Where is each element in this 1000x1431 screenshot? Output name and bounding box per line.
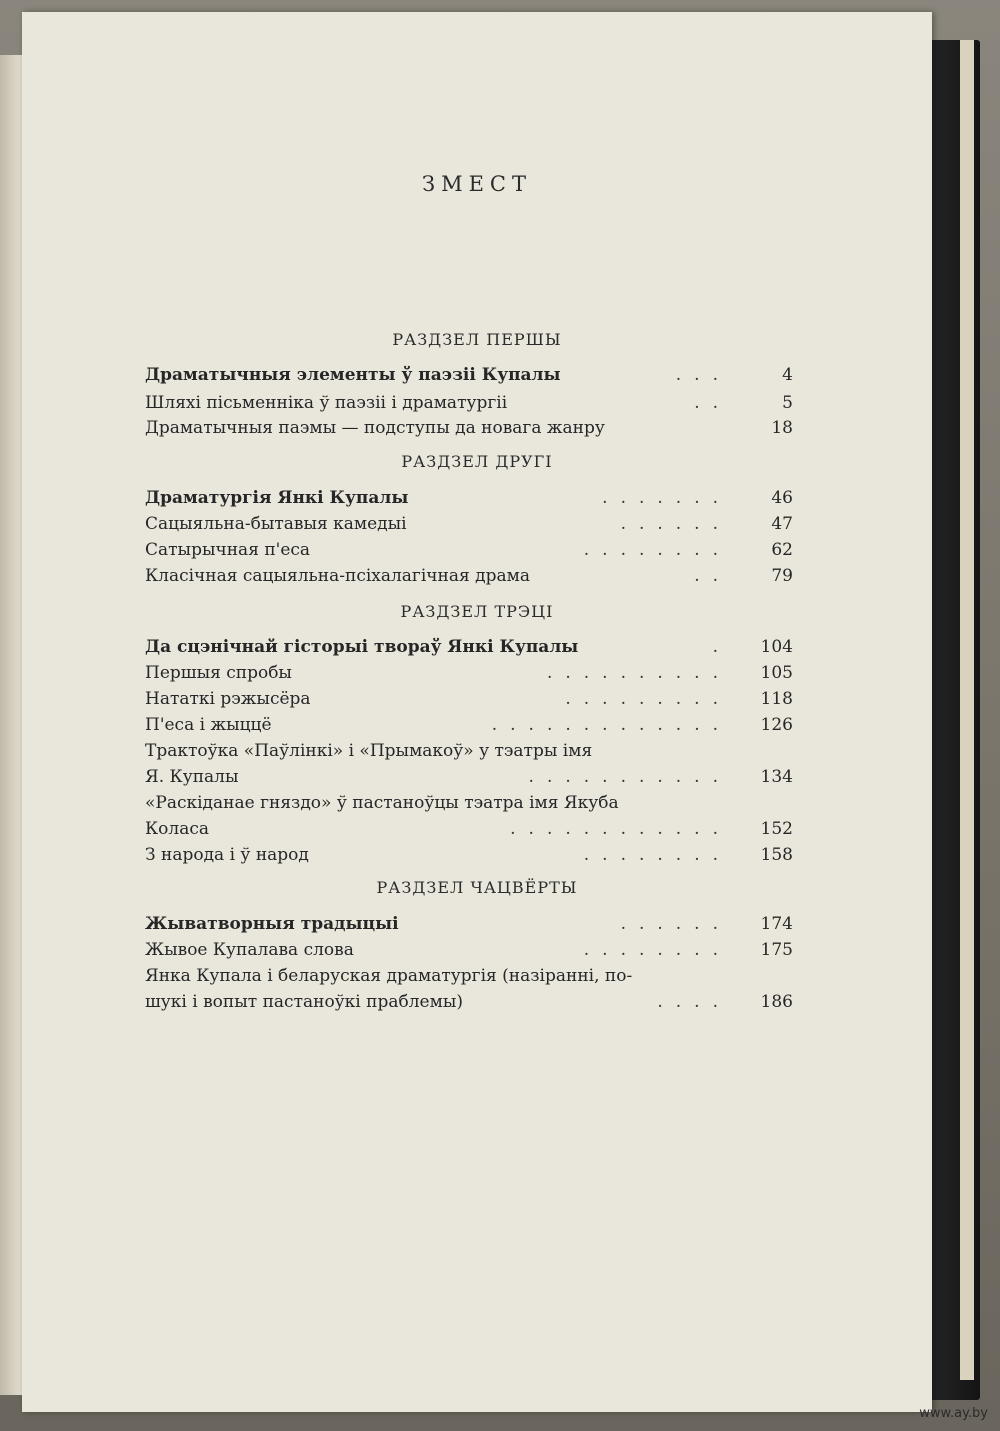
dot-leader: ............. [491, 715, 731, 735]
entry-title: Да сцэнічнай гісторыі твораў Янкі Купалы [145, 637, 579, 657]
page-number: 175 [760, 940, 793, 960]
page-number: 79 [771, 566, 793, 586]
entry-title: Класічная сацыяльна-псіхалагічная драма [145, 566, 530, 586]
watermark: www.ay.by [919, 1406, 988, 1421]
toc-entry [145, 660, 793, 686]
dot-leader: ....... [602, 488, 731, 508]
toc-entry [145, 563, 793, 589]
dot-leader: .. [694, 393, 731, 413]
dot-leader: ........ [583, 940, 731, 960]
page-number: 152 [760, 819, 793, 839]
toc-entry-continuation [145, 764, 793, 790]
toc-entry-continuation [145, 816, 793, 842]
entry-title: Нататкі рэжысёра [145, 689, 311, 709]
entry-title: Сацыяльна-бытавыя камедыі [145, 514, 407, 534]
dot-leader: .... [657, 992, 731, 1012]
toc-entry [145, 511, 793, 537]
page-edges [960, 40, 974, 1380]
toc-entry [145, 485, 793, 511]
entry-title: Шляхі пісьменніка ў паэзіі і драматургіі [145, 393, 508, 413]
entry-title-cont: Я. Купалы [145, 767, 239, 787]
dot-leader: ........... [528, 767, 731, 787]
page-number: 118 [760, 689, 793, 709]
page-number: 105 [760, 663, 793, 683]
dot-leader: . [712, 637, 731, 657]
page-number: 134 [760, 767, 793, 787]
entry-title: Жывое Купалава слова [145, 940, 354, 960]
dot-leader: ...... [620, 514, 731, 534]
entry-title: «Раскіданае гняздо» ў пастаноўцы тэатра імя Якуба [145, 793, 619, 813]
page-number: 158 [760, 845, 793, 865]
toc-entry [145, 712, 793, 738]
entry-title: Драматургія Янкі Купалы [145, 488, 409, 508]
page-number: 174 [760, 914, 793, 934]
toc-entry [145, 911, 793, 937]
section-heading: РАЗДЗЕЛ ТРЭЦІ [400, 602, 554, 621]
toc-entry [145, 963, 793, 989]
toc-entry [145, 738, 793, 764]
section-heading: РАЗДЗЕЛ ДРУГІ [401, 452, 553, 471]
toc-entry [145, 634, 793, 660]
left-page-edge [0, 55, 22, 1395]
book-page [22, 12, 932, 1412]
section-heading: РАЗДЗЕЛ ПЕРШЫ [392, 330, 562, 349]
toc-entry [145, 937, 793, 963]
page-number: 46 [771, 488, 793, 508]
toc-entry-continuation [145, 989, 793, 1015]
page-number: 5 [782, 393, 793, 413]
entry-title: Трактоўка «Паўлінкі» і «Прымакоў» у тэатры імя [145, 741, 593, 761]
dot-leader: ........ [583, 540, 731, 560]
entry-title: Янка Купала і беларуская драматургія (назіранні, по- [145, 966, 633, 986]
entry-title: Драматычныя паэмы — подступы да новага жанру [145, 418, 605, 438]
section-heading: РАЗДЗЕЛ ЧАЦВЁРТЫ [376, 878, 578, 897]
dot-leader: ...... [620, 914, 731, 934]
entry-title-cont: шукі і вопыт пастаноўкі праблемы) [145, 992, 463, 1012]
toc-entry [145, 390, 793, 416]
toc-entry [145, 537, 793, 563]
toc-entry [145, 362, 793, 388]
page-number: 4 [782, 365, 793, 385]
entry-title: З народа і ў народ [145, 845, 309, 865]
dot-leader: ........ [583, 845, 731, 865]
page-number: 62 [771, 540, 793, 560]
dot-leader: ... [675, 365, 731, 385]
dot-leader: ......... [565, 689, 731, 709]
toc-entry [145, 790, 793, 816]
dot-leader: ............ [510, 819, 731, 839]
page-number: 126 [760, 715, 793, 735]
dot-leader: .. [694, 566, 731, 586]
page-number: 104 [760, 637, 793, 657]
page-number: 186 [760, 992, 793, 1012]
dot-leader: .......... [546, 663, 731, 683]
toc-entry [145, 842, 793, 868]
entry-title: П'еса і жыццё [145, 715, 272, 735]
entry-title: Жыватворныя традыцыі [145, 914, 399, 934]
page-number: 47 [771, 514, 793, 534]
page-number: 18 [771, 418, 793, 438]
page-title: ЗМЕСТ [422, 172, 532, 196]
entry-title-cont: Коласа [145, 819, 209, 839]
entry-title: Драматычныя элементы ў паэзіі Купалы [145, 365, 561, 385]
entry-title: Першыя спробы [145, 663, 292, 683]
toc-entry [145, 415, 793, 441]
toc-entry [145, 686, 793, 712]
entry-title: Сатырычная п'еса [145, 540, 311, 560]
